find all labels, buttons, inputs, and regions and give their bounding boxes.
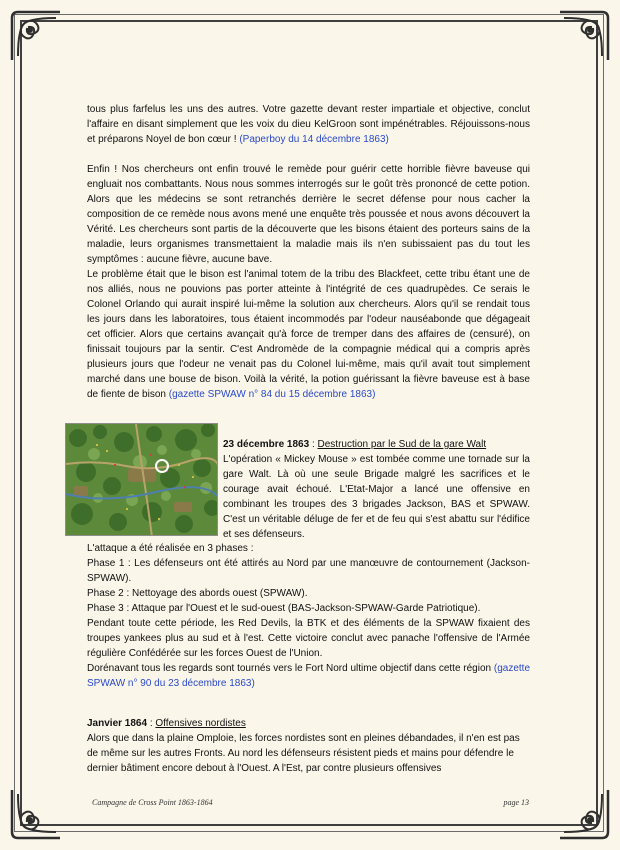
source-citation: (Paperboy du 14 décembre 1863) — [239, 134, 389, 145]
event-title: Destruction par le Sud de la gare Walt — [317, 439, 487, 450]
paragraph-remedy: Enfin ! Nos chercheurs ont enfin trouvé le remède pour guérir cette horrible fièvre baveuse qui engluait nos combattants. Nous nous sommes interrogés sur le goût très prononcé de cette potion. Alors que les médecins se sont retranchés derrière le secret défense pour nous cacher la composition de ce remède nous avons mené une enquête très poussée et nous avons découvert la Vérité. Les chercheurs sont partis de la découverte que les bisons étaient des porteurs sains de la maladie, leurs organismes transmettaient la maladie mais ils n'en subissaient pas du tout les symptômes : aucune fièvre, aucune bave. — [87, 164, 530, 265]
source-citation: (gazette SPWAW n° 84 du 15 décembre 1863) — [168, 389, 376, 400]
event-walt-details — [87, 541, 530, 691]
phase-2: Phase 2 : Nettoyage des abords ouest (SPWAW). — [87, 588, 308, 599]
source-citation: (gazette SPWAW n° 90 du 23 décembre 1863) — [87, 663, 531, 689]
corner-ornament-icon — [556, 8, 612, 64]
footer-campaign-title: Campagne de Cross Point 1863-1864 — [92, 798, 213, 807]
corner-ornament-icon — [8, 786, 64, 842]
paragraph-bison — [87, 267, 530, 402]
event-walt-section — [223, 437, 530, 542]
event-january-section — [87, 716, 530, 776]
event-heading — [87, 716, 530, 731]
event-date: 23 décembre 1863 — [223, 439, 310, 450]
phase-1: Phase 1 : Les défenseurs ont été attirés au Nord par une manœuvre de contournement (Jackson-SPWAW). — [87, 558, 530, 584]
event-body: L'opération « Mickey Mouse » est tombée comme une tornade sur la gare Walt. Là où une seule Brigade malgré les sacrifices et le courage avait échoué. L'Etat-Major a lancé une offensive en combinant les troupes des 3 brigades Jackson, BAS et SPWAW. C'est un véritable déluge de fer et de feu qui s'est abattu sur l'édifice et ses défenseurs. — [223, 454, 530, 540]
event-body: Alors que dans la plaine Omploie, les forces nordistes sont en pleines débandades, il n'en est pas de même sur les autres Fronts. Au nord les défenseurs résistent pieds et mains pour défendre le dernier bâtiment encore debout à l'Ouest. A l'Est, par contre plusieurs offensives — [87, 733, 520, 774]
event-date: Janvier 1864 — [87, 718, 148, 729]
footer-page-number: page 13 — [503, 798, 529, 807]
event-summary: Pendant toute cette période, les Red Devils, la BTK et des éléments de la SPWAW fixaient des troupes yankees plus au sud et à l'est. Cette victoire conclut avec panache l'offensive de l'Armée régulière Confédérée sur les forces Ouest de l'Union. — [87, 618, 530, 659]
event-outlook — [87, 661, 530, 691]
event-title: Offensives nordistes — [155, 718, 246, 729]
battle-map-image — [65, 423, 218, 536]
phase-3: Phase 3 : Attaque par l'Ouest et le sud-ouest (BAS-Jackson-SPWAW-Garde Patriotique). — [87, 603, 481, 614]
heading-separator: : — [147, 718, 156, 729]
event-heading — [223, 437, 530, 452]
paragraph-gazette-conclusion — [87, 102, 530, 147]
heading-separator: : — [309, 439, 318, 450]
corner-ornament-icon — [8, 8, 64, 64]
paragraph-text: Le problème était que le bison est l'animal totem de la tribu des Blackfeet, cette tribu étant une de nos alliés, nous ne pouvions pas porter atteinte à l'intégrité de ces quadrupèdes. Ce serais le Colonel Orlando qui aurait inspiré lui-même la solution aux chercheurs. Alors qu'il se rendait tous les jours dans les laboratoires, tous étaient incommodés par l'odeur nauséabonde que dégageait cet officier. Alors que certains avançait qu'à force de tremper dans des affaires de (censuré), on finissait toujours par la sentir. C'est Andromède de la compagnie médical qui a compris après plusieurs jours que l'odeur ne venait pas du Colonel lui-même, mais qu'il avait tout simplement marché dans une bouse de bison. Voilà la vérité, la potion guérissant la fièvre baveuse est à base de fiente de bison — [87, 269, 530, 400]
paragraph-text: Dorénavant tous les regards sont tournés vers le Fort Nord ultime objectif dans cette région — [87, 663, 494, 674]
map-terrain-graphic — [66, 424, 218, 536]
page-footer — [92, 798, 529, 810]
phases-intro: L'attaque a été réalisée en 3 phases : — [87, 543, 254, 554]
article-body — [87, 102, 530, 402]
corner-ornament-icon — [556, 786, 612, 842]
paragraph-text: tous plus farfelus les uns des autres. Votre gazette devant rester impartiale et objective, conclut l'affaire en disant simplement que les voix du dieu KelGroon sont impénétrables. Réjouissons-nous et préparons Noyel de bon cœur ! — [87, 104, 530, 145]
